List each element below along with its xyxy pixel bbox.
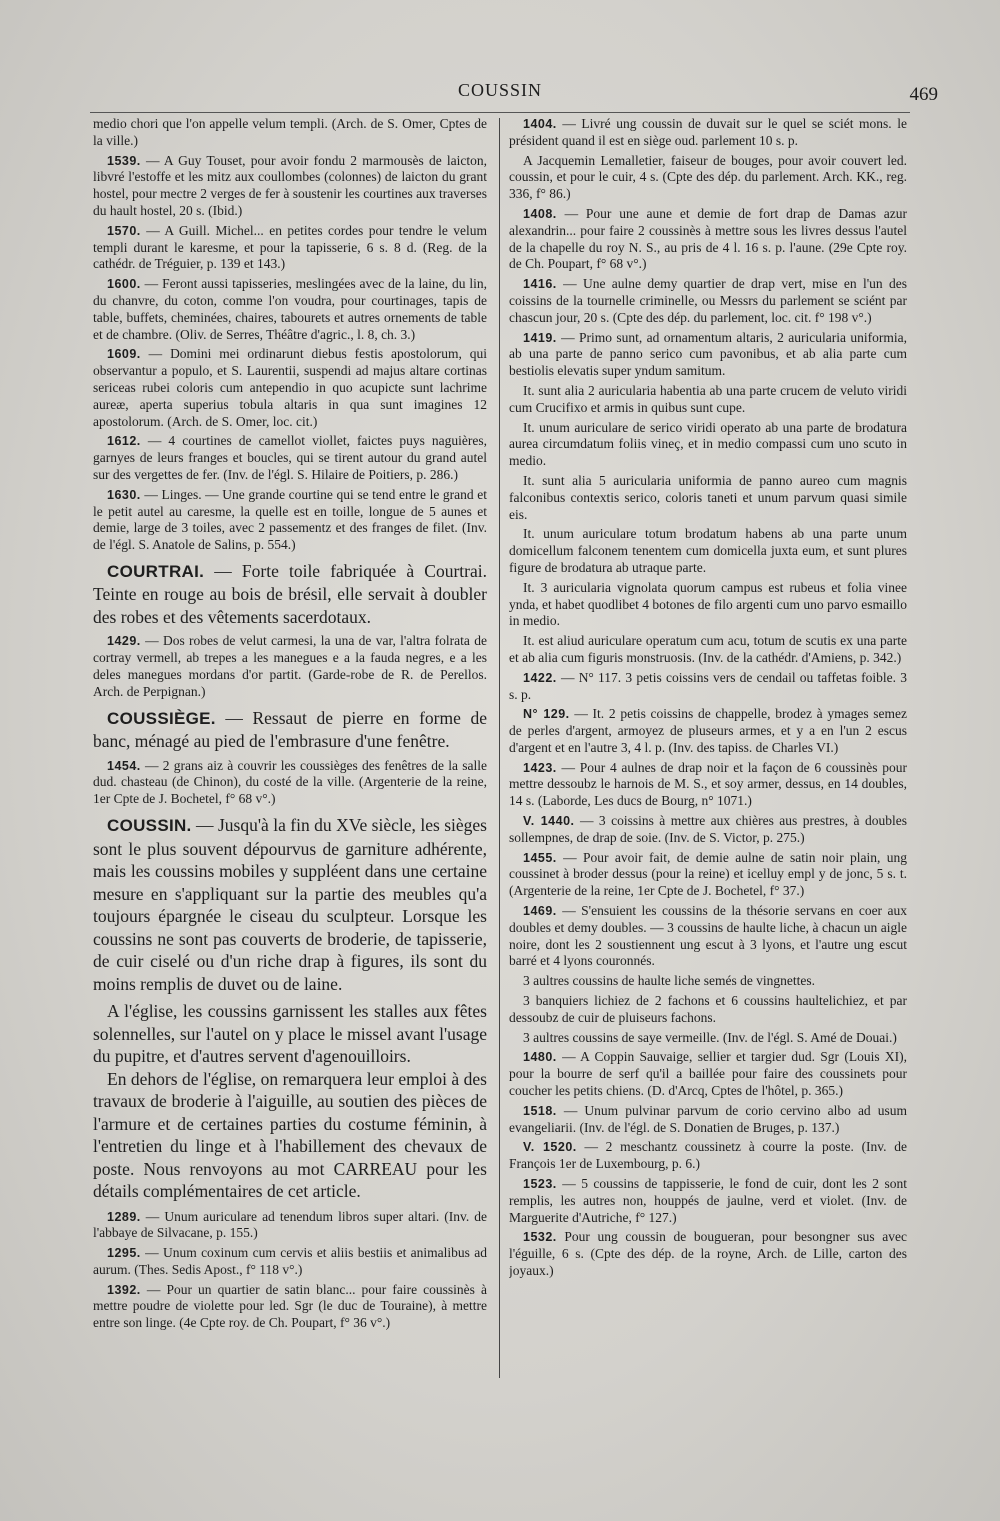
entry: V. 1440. — 3 coissins à mettre aux chières aus prestres, à doubles sollempnes, de drap de soie. (Inv. de S. Victor, p. 275.) — [509, 813, 907, 845]
page-number: 469 — [909, 84, 938, 105]
entry-year: 1539. — [107, 153, 141, 168]
entry: 3 banquiers lichiez de 2 fachons et 6 coussins haultelichiez, et par dessoubz de cuir de pluiseurs fachons. — [509, 993, 907, 1025]
entry: 1419. — Primo sunt, ad ornamentum altaris, 2 auricularia uniformia, ab una parte de panno serico cum pavonibus, et ab alia parte cum bestiolis elevatis super yndum samitum. — [509, 329, 907, 379]
entry: 1454. — 2 grans aiz à couvrir les coussièges des fenêtres de la salle dud. chasteau (de Chinon), du costé de la ville. (Argenterie de la reine, 1er Cpte de J. Bochetel, f° 68 v°.) — [93, 757, 487, 807]
entry: 1630. — Linges. — Une grande courtine qui se tend entre le grand et le petit autel au caresme, la quelle est en toille, longue de 5 aunes et demie, large de 3 toiles, avec 2 passementz et des franges de filet. (Inv. de l'égl. S. Anatole de Salins, p. 554.) — [93, 486, 487, 553]
entry: 3 aultres coussins de haulte liche semés de vingnettes. — [523, 973, 816, 989]
entry: 1532. Pour ung coussin de bougueran, pour besongner sus avec l'éguille, 6 s. (Cpte des dép. de la royne, Arch. de Lille, carton des joyaux.) — [509, 1229, 907, 1278]
headword-coussiege: COUSSIÈGE. — Ressaut de pierre en forme de banc, ménagé au pied de l'embrasure d'une fenêtre. — [93, 707, 487, 752]
entry-year: V. 1520. — [523, 1140, 577, 1155]
entry: 1404. — Livré ung coussin de duvait sur le quel se sciét mons. le président quand il est en siège oud. parlement 10 s. p. — [509, 116, 907, 148]
entry-year: 1408. — [523, 206, 557, 221]
entry-continuation: medio chori que l'on appelle velum templi. (Arch. de S. Omer, Cptes de la ville.) — [93, 116, 487, 148]
entry-year: 1392. — [107, 1282, 141, 1297]
entry: 1539. — A Guy Touset, pour avoir fondu 2 marmousès de laicton, libvré l'estoffe et les mitz aux coullombes (colonnes) de laicton du grant hostel, pour mectre 2 verges de fer à soustenir les courtines aux traverses du hault hostel, 20 s. (Ibid.) — [93, 152, 487, 218]
headword-coussin: COUSSIN. — Jusqu'à la fin du XVe siècle, les sièges sont le plus souvent dépourvus de garniture adhérente, mais les coussins mobiles y suppléent dans une certaine mesure en s'appliquant sur la partie des meubles qu'a toujours épargnée le ciseau du sculpteur. Lorsque les coussins ne sont pas couverts de broderie, de tapisserie, de cuir ciselé ou d'un riche drap à figures, ils sont du moins remplis de duvet ou de laine. — [93, 815, 487, 994]
entry-year: 1570. — [107, 223, 141, 238]
entry: 1523. — 5 coussins de tappisserie, le fond de cuir, dont les 2 sont remplis, les autres non, houppés de jaulne, verd et violet. (Inv. de Marguerite d'Autriche, f° 127.) — [509, 1176, 907, 1225]
entry-year: 1289. — [107, 1209, 141, 1224]
entry: V. 1520. — 2 meschantz coussinetz à courre la poste. (Inv. de François 1er de Luxembourg, p. 6.) — [509, 1139, 907, 1172]
entry: 1408. — Pour une aune et demie de fort drap de Damas azur alexandrin... pour faire 2 coussinès à mettre sous les livres dessus l'autel de la chapelle du roy N. S., au pris de 4 l. 16 s. p. l'aune. (29e Cpte roy. de Ch. Poupart, f° 68 v°.) — [509, 205, 907, 272]
entry-year: 1518. — [523, 1103, 557, 1118]
entry-year: 1422. — [523, 670, 557, 685]
headword: COUSSIÈGE. — [107, 708, 216, 728]
entry-year: 1295. — [107, 1246, 141, 1261]
body-paragraph: A l'église, les coussins garnissent les stalles aux fêtes solennelles, sur l'autel on y place le missel avant l'usage du pupitre, et d'autres servent d'agenouilloirs. — [93, 1001, 487, 1066]
entry-year: 1404. — [523, 117, 557, 131]
entry: It. unum auricularе de serico viridi operato ab una parte de brodatura aurea circumdatum foliis vineç, et in medio compassi cum uno scuto in medio. — [509, 419, 907, 469]
entry-year: 1454. — [107, 758, 141, 773]
right-column — [509, 116, 907, 1386]
entry-year: 1609. — [107, 347, 141, 362]
entry: It. sunt alia 2 auricularia habentia ab una parte crucem de veluto viridi cum Crucifixo et armis in quibus sunt cupe. — [509, 382, 907, 415]
headword: COURTRAI. — [107, 561, 205, 581]
entry-year: 1419. — [523, 330, 557, 345]
entry: 1295. — Unum coxinum cum cervis et aliis bestiis et animalibus ad aurum. (Thes. Sedis Apost., f° 118 v°.) — [93, 1245, 487, 1277]
entry: It. sunt alia 5 auricularia uniformia de panno aureo cum magnis falconibus contextis serico, coloris taneti et unum parvum quasi simile eis. — [509, 472, 907, 522]
entry-year: N° 129. — [523, 707, 570, 722]
entry: 1609. — Domini mei ordinarunt diebus festis apostolorum, qui observantur a populo, et S. Laurentii, suspendi ad majus altare cortinas sericeas rubei coloris cum antependio in quo acupicte sunt lachrime aureæ, aperta superius tobula altaris in qua sunt imagines 12 apostolorum. (Arch. de S. Omer, loc. cit.) — [93, 346, 487, 429]
entry: 1416. — Une aulne demy quartier de drap vert, mise en l'un des coissins de la tournelle criminelle, ou Messrs du parlement se sciént par chascun jour, 20 s. (Cpte des dép. du parlement, loc. cit. f° 198 v°.) — [509, 276, 907, 325]
entry-year: 1523. — [523, 1177, 557, 1192]
headword-courtrai: COURTRAI. — Forte toile fabriquée à Courtrai. Teinte en rouge au bois de brésil, elle servait à doubler des robes et des vêtements sacerdotaux. — [93, 560, 487, 627]
headword: COUSSIN. — [107, 816, 192, 835]
entry: It. 3 auricularia vignolata quorum campus est rubeus et folia vinee ynda, et habet quodlibet 4 botones de filo argenti cum uno parvo esmaillo in medio. — [509, 579, 907, 629]
entry-year: 1600. — [107, 277, 141, 292]
entry: 1612. — 4 courtines de camellot viollet, faictes puys naguières, garnyes de leurs franges et boucles, qui se tirent autour du grand autel sur des vergettes de fer. (Inv. de l'égl. S. Hilaire de Poitiers, p. 286.) — [93, 433, 487, 482]
left-column — [93, 116, 487, 1406]
entry: 1480. — A Coppin Sauvaige, sellier et targier dud. Sgr (Louis XI), pour la bourre de serf qu'il a baillée pour faire des coussinets pour coucher les petits chiens. (D. d'Arcq, Cptes de l'hôtel, p. 365.) — [509, 1049, 907, 1099]
entry: 1600. — Feront aussi tapisseries, meslingées avec de la laine, du lin, du chanvre, du coton, comme l'on voudra, pour courtinages, tapis de table, buffets, cheminées, chaires, tabourets et autres ornements de table et de chambre. (Oliv. de Serres, Théâtre d'agric., l. 8, ch. 3.) — [93, 276, 487, 342]
entry: 1570. — A Guill. Michel... en petites cordes pour tendre le velum templi durant le karesme, et pour la tapisserie, 6 s. 8 d. (Reg. de la cathédr. de Tréguier, p. 139 et 143.) — [93, 222, 487, 272]
entry-year: V. 1440. — [523, 814, 575, 829]
entry-year: 1416. — [523, 277, 557, 292]
body-paragraph: En dehors de l'église, on remarquera leur emploi à des travaux de broderie à l'aiguille, au soutien des pièces de l'armure et de certaines parties du costume féminin, à l'entretien du linge et à l'habillement des chevaux de poste. Nous renvoyons au mot CARREAU pour les détails complémentaires de cet article. — [93, 1068, 487, 1201]
entry: N° 129. — It. 2 petis coissins de chappelle, brodez à ymages semez de perles d'argent, armoyez de pluseurs armes, et y a en l'un 2 escus d'argent et en l'autre 3, 4 l. p. (Inv. des tapiss. de Charles VI.) — [509, 706, 907, 755]
entry: 1455. — Pour avoir fait, de demie aulne de satin noir plain, ung coussinet à broder dessus (pour la reine) et icelluy empl y de jonc, 5 s. t. (Argenterie de la reine, 1er Cpte de J. Bochetel, f° 37.) — [509, 849, 907, 899]
entry: 3 aultres coussins de saye vermeille. (Inv. de l'égl. S. Amé de Douai.) — [523, 1029, 897, 1045]
entry: 1518. — Unum pulvinar parvum de corio cervino albo ad usum evangeliarii. (Inv. de l'égl. de S. Donatien de Bruges, p. 137.) — [509, 1102, 907, 1135]
header-rule — [90, 112, 910, 113]
column-divider — [499, 118, 500, 1378]
entry: It. unum auricularе totum brodatum habens ab una parte unum domicellum falconem tenentem cum domicella juxta eum, et sunt plures figure de brodatura ab utraque parte. — [509, 526, 907, 575]
entry-year: 1469. — [523, 904, 557, 919]
entry: A Jacquemin Lemalletier, faiseur de bouges, pour avoir couvert led. coussin, et pour le cuir, 4 s. (Cpte des dép. du parlement. Arch. KK., reg. 336, f° 86.) — [509, 152, 907, 202]
entry: It. est aliud auricularе operatum cum acu, totum de scutis ex una parte et ab alia cum figuris monstruosis. (Inv. de la cathédr. d'Amiens, p. 342.) — [509, 633, 907, 665]
entry-year: 1612. — [107, 434, 141, 449]
entry-year: 1480. — [523, 1050, 557, 1065]
entry: 1423. — Pour 4 aulnes de drap noir et la façon de 6 coussinès pour mettre dessoubz le harnois de M. S., et soy armer, dessus, en 14 doubles, 14 s. (Laborde, Les ducs de Bourg, n° 1071.) — [509, 759, 907, 809]
running-head: COUSSIN — [457, 80, 543, 100]
entry: 1469. — S'ensuient les coussins de la thésorie servans en coer aux doubles et demy doubles. — 3 coussins de haulte liche, à chacun un aigle noire, dont les 2 soustiennent ung escut à 3 lyons, et l'autre ung escut barré et 4 lyons couronnés. — [509, 903, 907, 969]
entry: 1422. — N° 117. 3 petis coissins vers de cendail ou taffetas foible. 3 s. p. — [509, 669, 907, 702]
entry: 1392. — Pour un quartier de satin blanc... pour faire coussinès à mettre poudre de violette pour led. Sgr (le duc de Touraine), à mettre entre son linge. (4e Cpte roy. de Ch. Poupart, f° 36 v°.) — [93, 1281, 487, 1331]
entry-year: 1429. — [107, 634, 141, 649]
entry-year: 1455. — [523, 850, 557, 865]
entry: 1289. — Unum auricularе ad tenendum libros super altari. (Inv. de l'abbaye de Silvacane, p. 155.) — [93, 1208, 487, 1241]
entry: 1429. — Dos robes de velut carmesi, la una de var, l'altra folrata de cortray vermell, ab trepes a les manegues e a la fauda negres, e a les deles manegues mordans d'or partit. (Garde-robe de R. de Perellos. Arch. de Perpignan.) — [93, 633, 487, 699]
entry-year: 1423. — [523, 760, 557, 775]
entry-year: 1630. — [107, 487, 141, 502]
entry-year: 1532. — [523, 1230, 557, 1245]
